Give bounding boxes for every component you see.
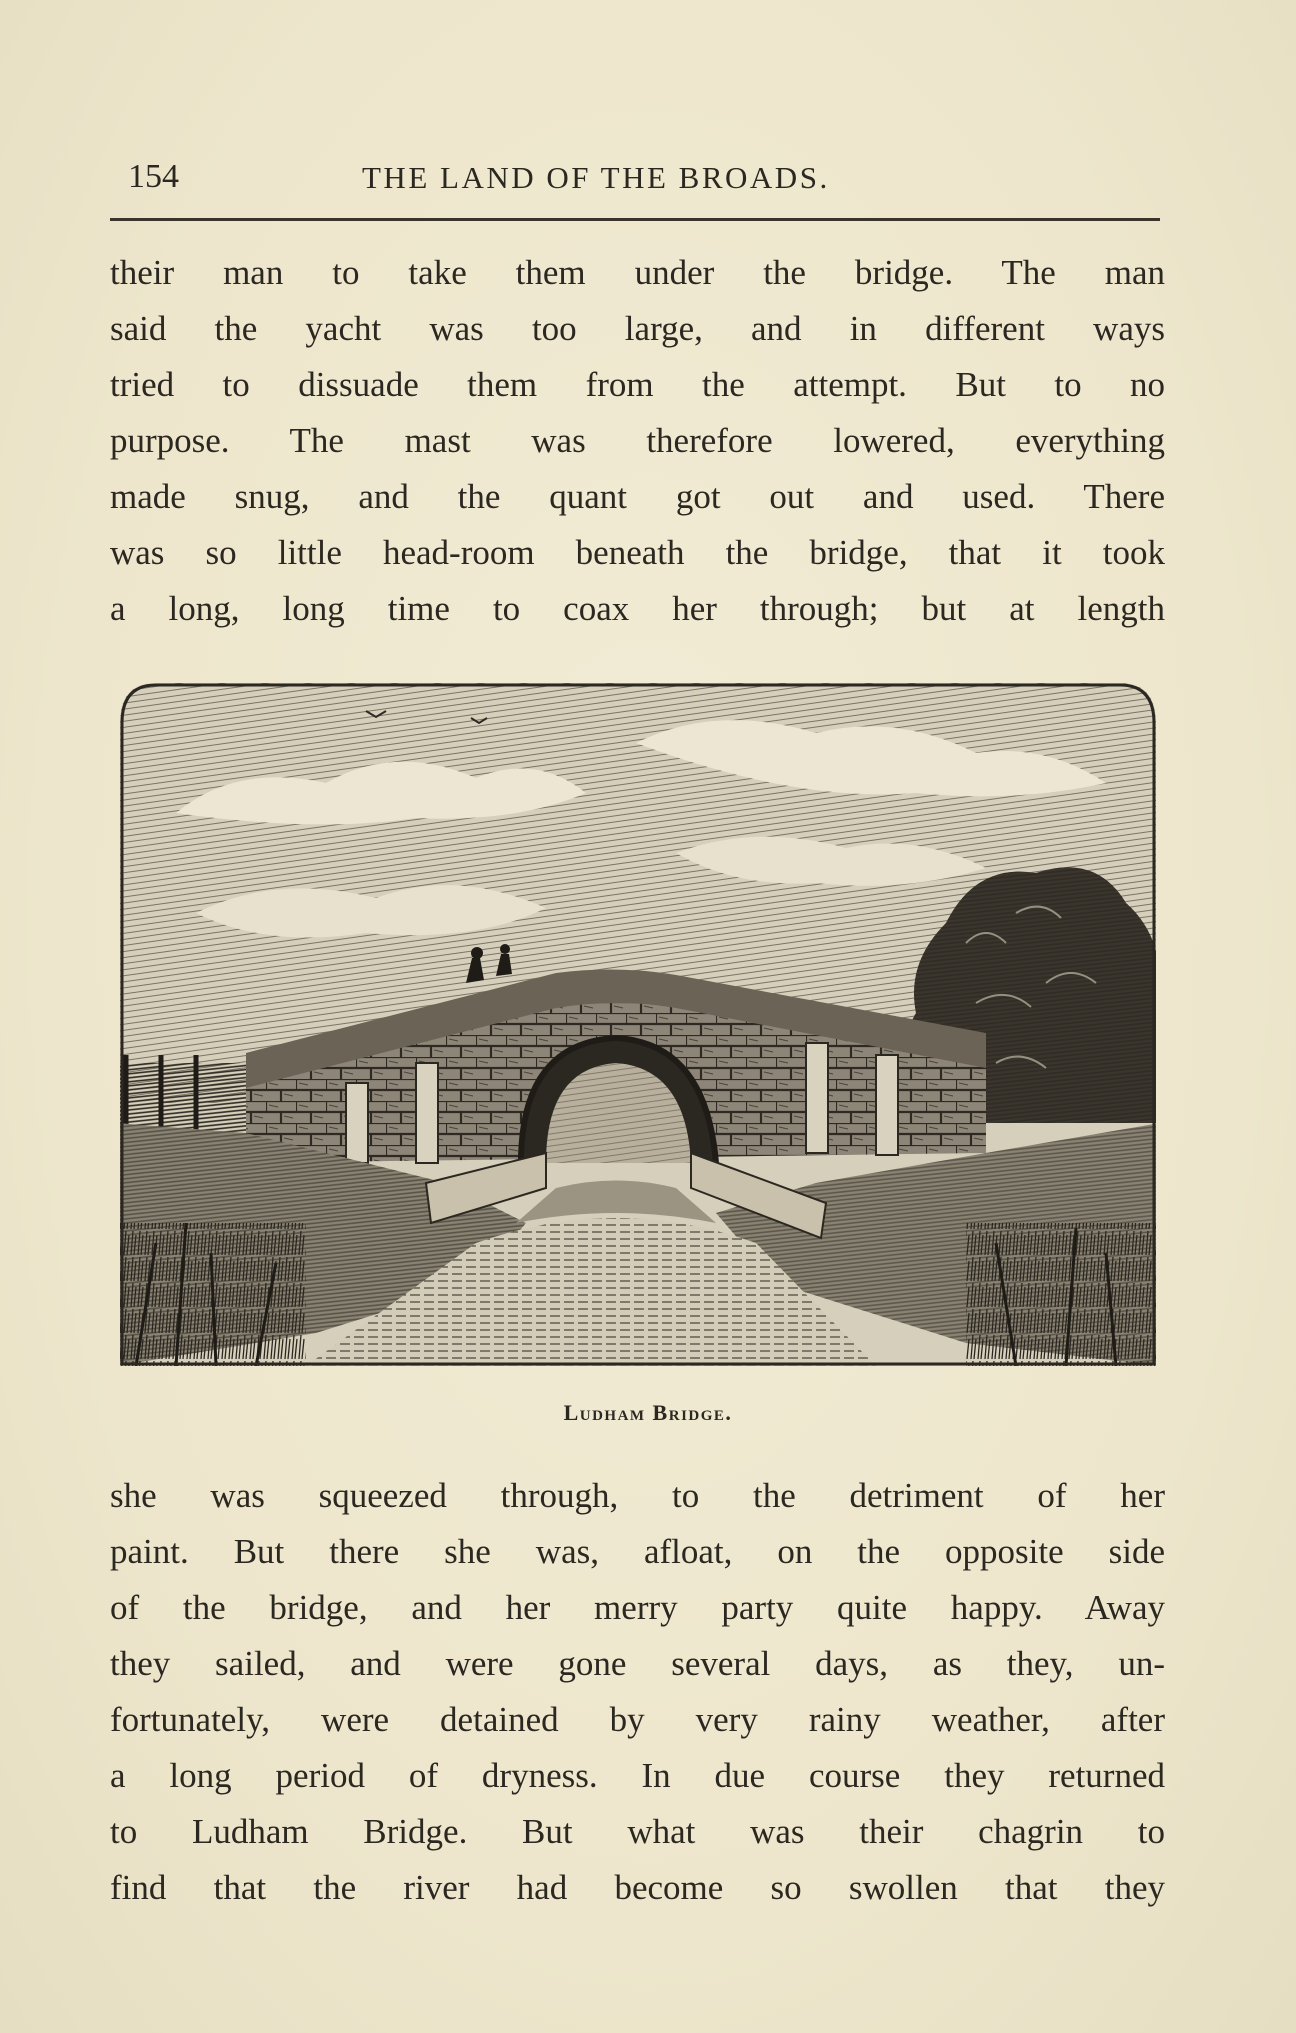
text-line: of the bridge, and her merry party quite happy. Away xyxy=(110,1588,1165,1627)
text-line: was so little head-room beneath the bridge, that it took xyxy=(110,533,1165,572)
text-line: purpose. The mast was therefore lowered, everything xyxy=(110,421,1165,460)
running-head xyxy=(110,158,1160,198)
text-line: paint. But there she was, afloat, on the opposite side xyxy=(110,1532,1165,1571)
header-rule xyxy=(110,218,1160,221)
paragraph-top xyxy=(110,245,1165,637)
text-line: find that the river had become so swollen that they xyxy=(110,1868,1165,1907)
engraving-illustration xyxy=(116,683,1160,1366)
text-line: said the yacht was too large, and in different ways xyxy=(110,309,1165,348)
paragraph-bottom xyxy=(110,1468,1165,1916)
running-title: THE LAND OF THE BROADS. xyxy=(362,160,830,195)
text-line: tried to dissuade them from the attempt. But to no xyxy=(110,365,1165,404)
page-number: 154 xyxy=(128,158,179,195)
text-line: their man to take them under the bridge. The man xyxy=(110,253,1165,292)
text-line: a long, long time to coax her through; but at length xyxy=(110,589,1165,628)
figure-caption: Ludham Bridge. xyxy=(563,1400,733,1425)
text-line: she was squeezed through, to the detriment of her xyxy=(110,1476,1165,1515)
text-line: fortunately, were detained by very rainy weather, after xyxy=(110,1700,1165,1739)
text-line: a long period of dryness. In due course they returned xyxy=(110,1756,1165,1795)
text-line: they sailed, and were gone several days, as they, un- xyxy=(110,1644,1165,1683)
text-line: to Ludham Bridge. But what was their chagrin to xyxy=(110,1812,1165,1851)
text-line: made snug, and the quant got out and used. There xyxy=(110,477,1165,516)
